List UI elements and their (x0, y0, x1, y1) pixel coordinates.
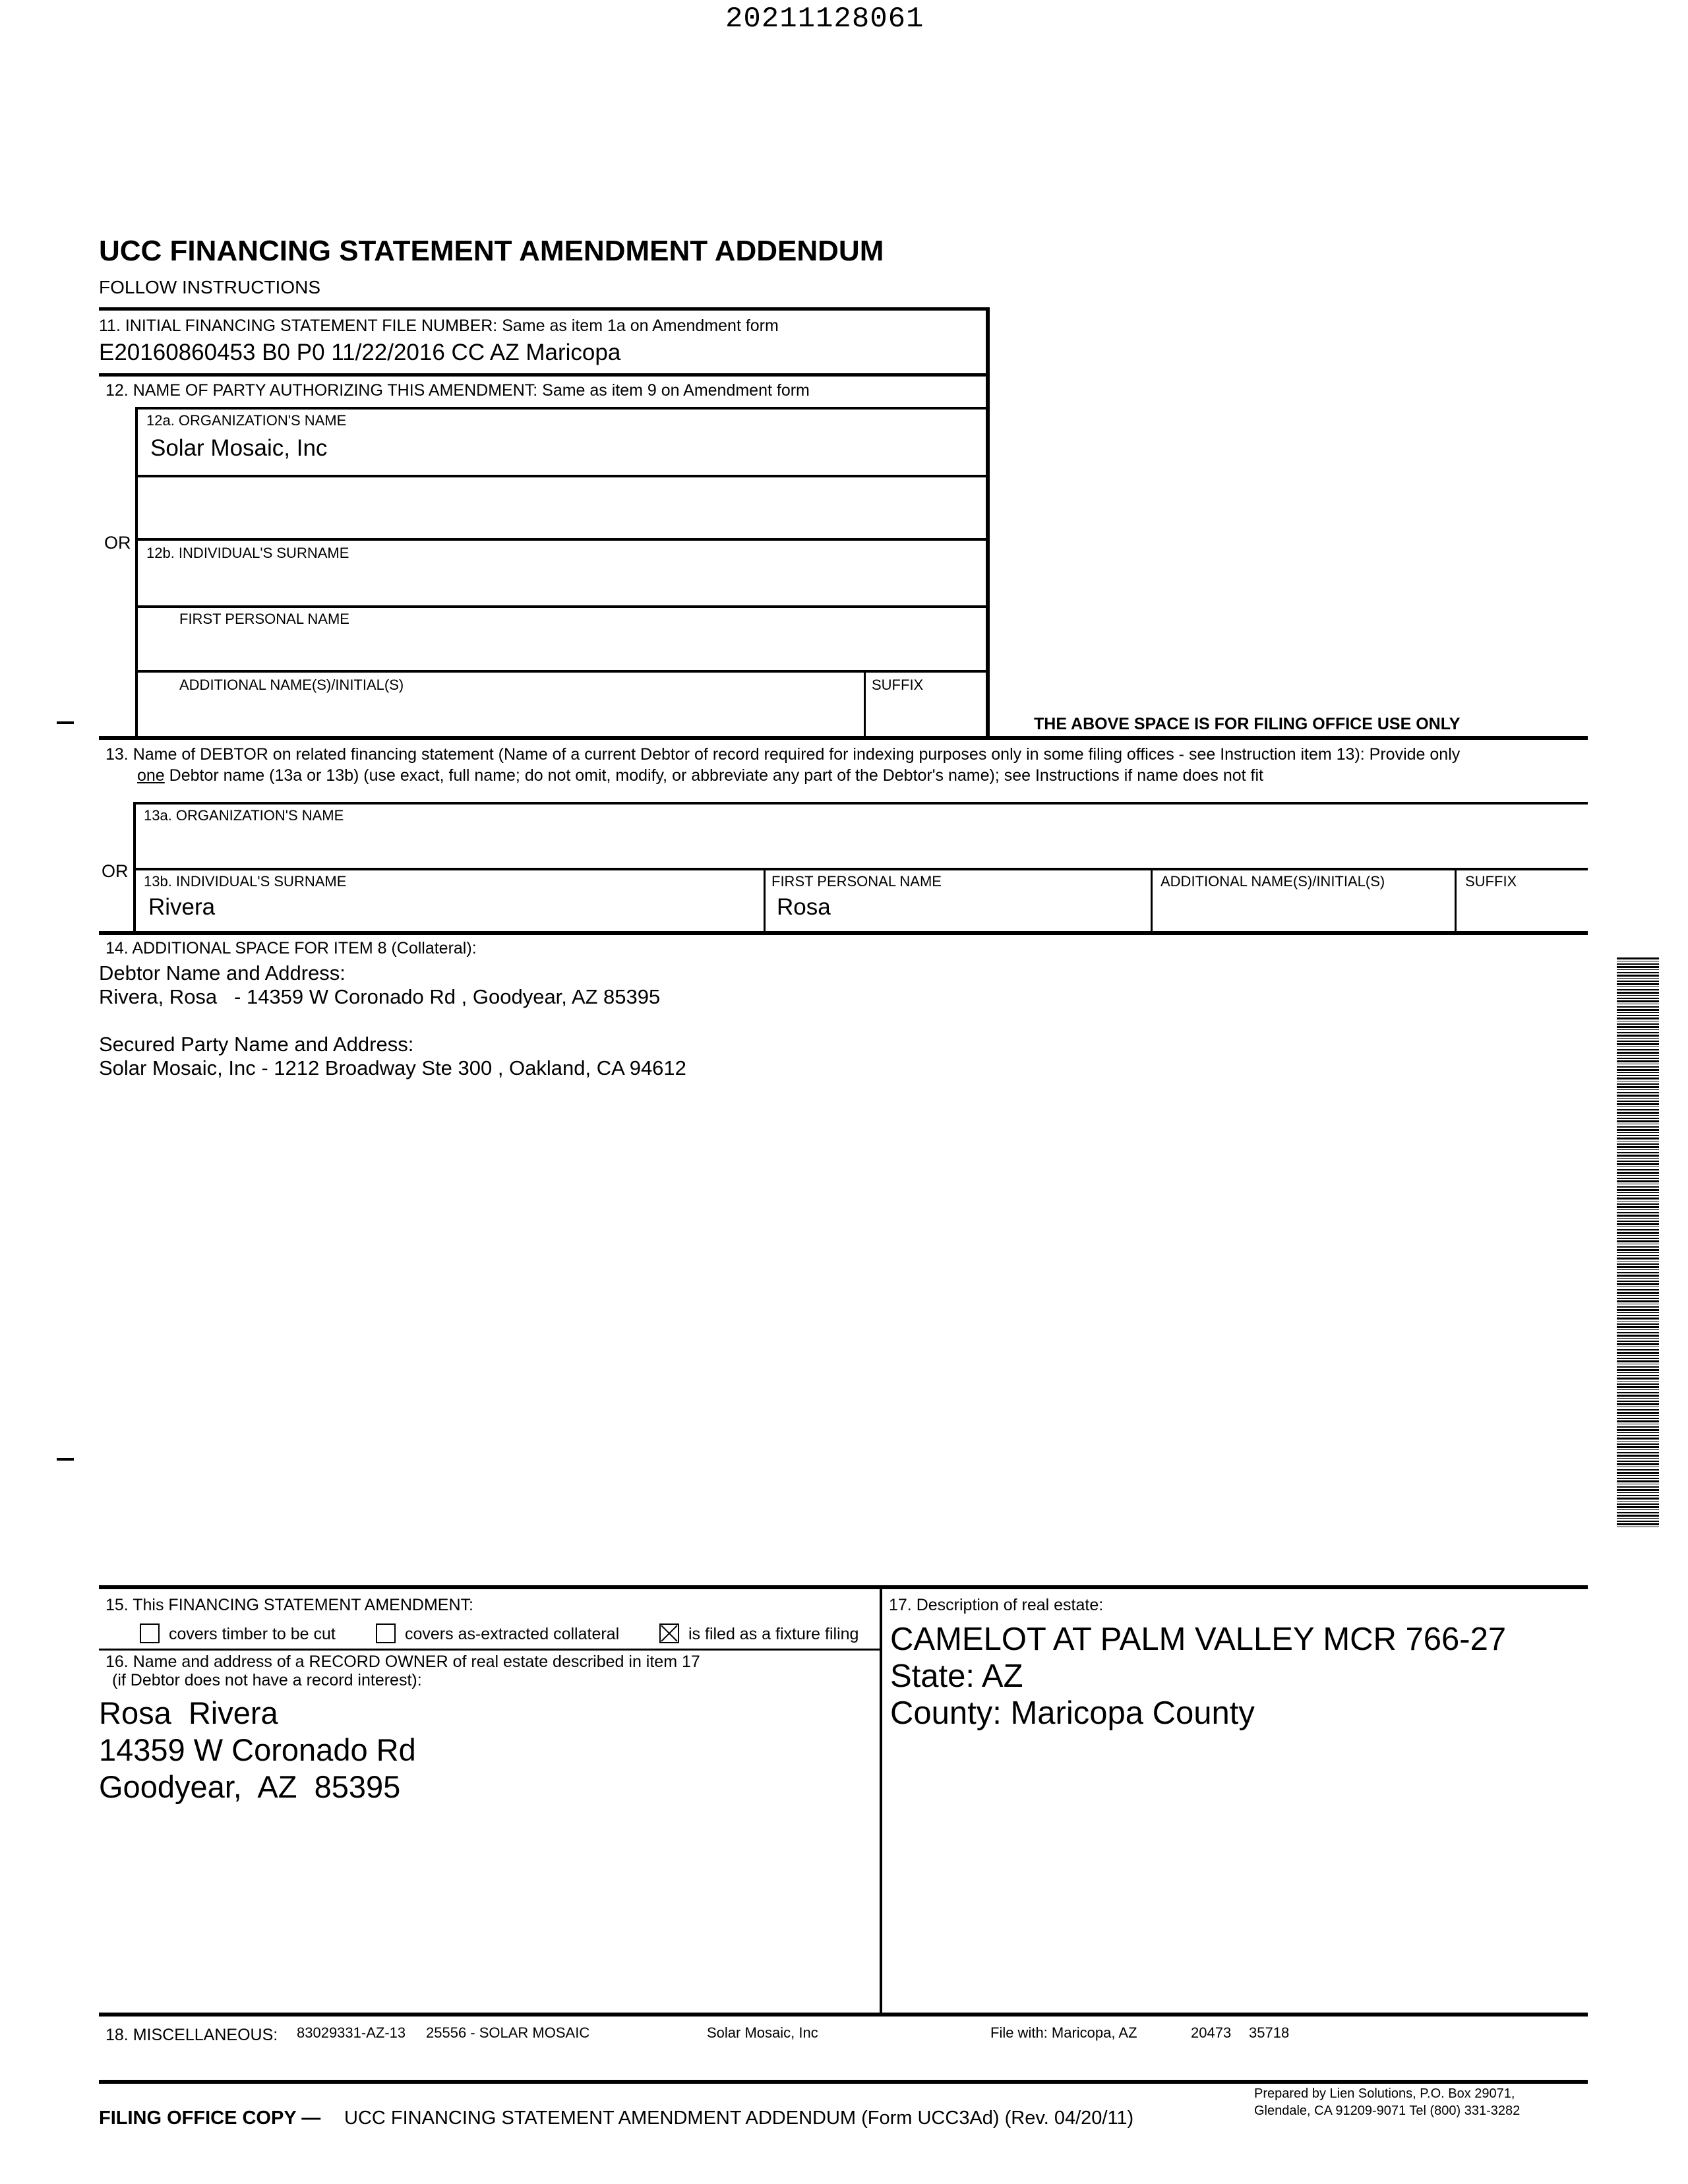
item12-suffix-label: SUFFIX (872, 677, 924, 693)
fixture-option-label: is filed as a fixture filing (688, 1625, 859, 1643)
item13-instructions-rest: Debtor name (13a or 13b) (use exact, full name; do not omit, modify, or abbreviate any part of the Debtor's name); see Instructions if name does not fit (164, 766, 1263, 785)
item13-col-divider-2 (1151, 868, 1153, 934)
item13-first-name-label: FIRST PERSONAL NAME (771, 873, 942, 890)
footer-form-name: UCC FINANCING STATEMENT AMENDMENT ADDENDUM (Form UCC3Ad) (Rev. 04/20/11) (344, 2108, 1134, 2129)
item13-first-name-value[interactable]: Rosa (777, 894, 831, 920)
record-owner-street: 14359 W Coronado Rd (99, 1732, 416, 1767)
item11-label: 11. INITIAL FINANCING STATEMENT FILE NUMBER: Same as item 1a on Amendment form (99, 317, 779, 335)
item12-first-name-label: FIRST PERSONAL NAME (179, 611, 349, 627)
item13-inner-top (133, 802, 1588, 804)
misc-number-2: 35718 (1249, 2024, 1290, 2041)
real-estate-state: State: AZ (890, 1658, 1023, 1694)
item14-top-rule (99, 931, 1588, 935)
item12-inner-top (135, 407, 989, 410)
prepared-by-line1: Prepared by Lien Solutions, P.O. Box 29071, (1254, 2086, 1515, 2101)
item13-suffix-label: SUFFIX (1465, 873, 1517, 890)
timber-option-label: covers timber to be cut (169, 1625, 336, 1643)
timber-checkbox[interactable] (140, 1623, 160, 1643)
item17-label: 17. Description of real estate: (889, 1596, 1104, 1614)
item12-or: OR (104, 533, 131, 553)
record-owner-name: Rosa Rivera (99, 1695, 278, 1730)
item16-sublabel: (if Debtor does not have a record interest): (112, 1671, 422, 1689)
item13b-surname-label: 13b. INDIVIDUAL'S SURNAME (144, 873, 347, 890)
item13-or: OR (102, 861, 129, 881)
item18-top-rule (99, 2013, 1588, 2017)
form-title: UCC FINANCING STATEMENT AMENDMENT ADDENDUM (99, 235, 884, 267)
item18-label: 18. MISCELLANEOUS: (106, 2026, 278, 2044)
item15-label: 15. This FINANCING STATEMENT AMENDMENT: (106, 1596, 473, 1614)
item12-suffix-divider (864, 670, 866, 737)
right-border-upper (986, 307, 990, 737)
item12-first-bottom (135, 670, 989, 673)
item16-label: 16. Name and address of a RECORD OWNER of real estate described in item 17 (106, 1653, 700, 1671)
item13-instructions-2 (137, 766, 1263, 785)
item14-label: 14. ADDITIONAL SPACE FOR ITEM 8 (Collateral): (106, 939, 477, 957)
item15-top-rule (99, 1585, 1588, 1589)
item13-top-rule (99, 736, 1588, 740)
follow-instructions: FOLLOW INSTRUCTIONS (99, 277, 321, 297)
item14-debtor-heading: Debtor Name and Address: (99, 961, 346, 985)
item12a-bottom (135, 475, 989, 477)
real-estate-county: County: Maricopa County (890, 1695, 1255, 1731)
extracted-option-label: covers as-extracted collateral (405, 1625, 620, 1643)
side-barcode (1617, 957, 1659, 1529)
filing-office-note: THE ABOVE SPACE IS FOR FILING OFFICE USE ONLY (1034, 715, 1461, 733)
extracted-checkbox[interactable] (376, 1623, 396, 1643)
misc-party: Solar Mosaic, Inc (707, 2024, 818, 2041)
item12-label: 12. NAME OF PARTY AUTHORIZING THIS AMENDMENT: Same as item 9 on Amendment form (106, 381, 810, 400)
item14-secured-value: Solar Mosaic, Inc - 1212 Broadway Ste 300 , Oakland, CA 94612 (99, 1056, 686, 1079)
margin-tick (57, 1458, 74, 1461)
item12-additional-label: ADDITIONAL NAME(S)/INITIAL(S) (179, 677, 404, 693)
misc-reference: 83029331-AZ-13 (297, 2024, 406, 2041)
misc-code: 25556 - SOLAR MOSAIC (426, 2024, 590, 2041)
item13b-surname-value[interactable]: Rivera (148, 894, 216, 920)
document-number: 20211128061 (725, 3, 924, 36)
item13-additional-label: ADDITIONAL NAME(S)/INITIAL(S) (1160, 873, 1385, 890)
fixture-checkbox[interactable] (659, 1623, 679, 1643)
misc-number-1: 20473 (1191, 2024, 1232, 2041)
item12b-bottom (135, 605, 989, 608)
item13-instructions: 13. Name of DEBTOR on related financing statement (Name of a current Debtor of record required for indexing purposes only in some filing offices - see Instruction item 13): Provide only (106, 745, 1461, 764)
item12a-org-name[interactable]: Solar Mosaic, Inc (150, 435, 328, 461)
record-owner-city: Goodyear, AZ 85395 (99, 1769, 401, 1804)
item16-top-rule (99, 1649, 881, 1651)
prepared-by-line2: Glendale, CA 91209-9071 Tel (800) 331-3282 (1254, 2104, 1521, 2118)
item14-secured-heading: Secured Party Name and Address: (99, 1033, 414, 1056)
item13-or-divider (133, 868, 1588, 870)
item12-left-border (135, 407, 138, 737)
item13-col-divider-1 (764, 868, 766, 934)
real-estate-description: CAMELOT AT PALM VALLEY MCR 766-27 (890, 1622, 1507, 1657)
item11-top-rule (99, 307, 989, 311)
misc-file-with: File with: Maricopa, AZ (990, 2024, 1137, 2041)
item12-or-divider (135, 538, 989, 541)
footer-top-rule (99, 2080, 1588, 2084)
item12-top-rule (99, 373, 989, 377)
item12a-label: 12a. ORGANIZATION'S NAME (146, 412, 347, 429)
item13-col-divider-3 (1455, 868, 1457, 934)
item14-debtor-value: Rivera, Rosa - 14359 W Coronado Rd , Goodyear, AZ 85395 (99, 985, 661, 1008)
item13-one: one (137, 766, 165, 785)
footer-copy-label: FILING OFFICE COPY — (99, 2108, 321, 2129)
margin-tick (57, 721, 74, 724)
item13a-label: 13a. ORGANIZATION'S NAME (144, 807, 344, 824)
item12b-surname-label: 12b. INDIVIDUAL'S SURNAME (146, 545, 349, 561)
checked-x-icon (661, 1625, 678, 1642)
item11-file-number[interactable]: E20160860453 B0 P0 11/22/2016 CC AZ Maricopa (99, 340, 621, 365)
